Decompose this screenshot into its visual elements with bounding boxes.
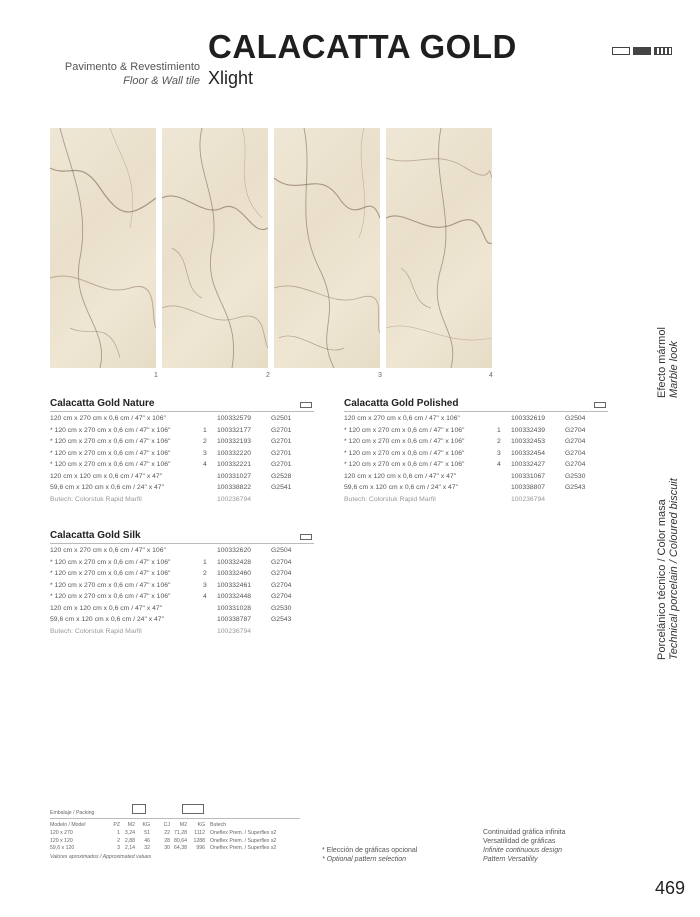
- cell-n: 2: [203, 438, 207, 445]
- table-row: [50, 459, 314, 470]
- cell-code: 100332454: [511, 449, 546, 457]
- cell-m2: 2,14: [124, 845, 135, 851]
- cell-n: 4: [203, 461, 207, 468]
- cell-n: 3: [203, 449, 207, 457]
- cell-m2b: 80,64: [174, 837, 187, 844]
- cell-size: 59,6 cm x 120 cm x 0,6 cm / 24" x 47": [50, 484, 165, 491]
- cell-code: 100332439: [511, 426, 546, 434]
- packing-label: Embalaje / Packing: [50, 810, 95, 816]
- cell-m2b: 71,28: [174, 830, 187, 836]
- optional-note: [322, 846, 417, 864]
- cell-size: * 120 cm x 270 cm x 0,6 cm / 47" x 106": [50, 558, 171, 566]
- section-divider: [344, 411, 608, 412]
- cell-m2: 2,88: [124, 837, 135, 844]
- table-row: [50, 482, 314, 493]
- cell-size: 120 cm x 120 cm x 0,6 cm / 47" x 47": [50, 472, 163, 480]
- cell-code: 100332220: [217, 449, 252, 457]
- panel-number-4: 4: [489, 372, 493, 379]
- side-material-label: [656, 478, 680, 660]
- cell-g: G2528: [271, 472, 292, 480]
- cell-code: 100332221: [217, 461, 252, 468]
- cell-g: G2704: [565, 449, 586, 457]
- table-row: [50, 591, 314, 602]
- cell-cj: 30: [164, 845, 170, 851]
- header-m2b: M2: [179, 822, 187, 828]
- table-row: [344, 471, 608, 482]
- side-material-es: Porcelánico técnico / Color masa: [656, 499, 668, 660]
- cell-code: 100332619: [511, 415, 546, 422]
- header-pz: PZ: [113, 822, 120, 828]
- pallet-icon: [182, 804, 204, 814]
- cell-code: 100332461: [217, 581, 252, 589]
- table-row: [0, 830, 310, 837]
- header-m2: M2: [127, 822, 135, 828]
- cell-code: 100332177: [217, 426, 252, 434]
- design-features: [483, 828, 566, 864]
- cell-pz: 1: [117, 830, 120, 836]
- cell-code: 100332460: [217, 570, 252, 577]
- table-row: [344, 413, 608, 424]
- cell-g: G2704: [271, 558, 292, 566]
- cell-code: 100332448: [217, 593, 252, 600]
- cell-size: * 120 cm x 270 cm x 0,6 cm / 47" x 106": [50, 593, 171, 600]
- cell-g: G2704: [565, 438, 586, 445]
- marble-veins-icon: [274, 128, 380, 368]
- butech-code: 100236794: [217, 495, 252, 503]
- cell-kgb: 1112: [194, 830, 205, 836]
- cell-g: G2543: [271, 616, 292, 623]
- cell-model: 120 x 270: [50, 830, 73, 836]
- cell-n: 1: [203, 558, 207, 566]
- section-title-nature: Calacatta Gold Nature: [50, 398, 155, 409]
- butech-row: [50, 494, 314, 505]
- marble-veins-icon: [50, 128, 156, 368]
- cell-g: G2704: [565, 461, 586, 468]
- cell-code: 100332620: [217, 547, 252, 554]
- versatility-en: Pattern Versatility: [483, 856, 538, 863]
- table-row: [344, 482, 608, 493]
- cell-size: * 120 cm x 270 cm x 0,6 cm / 47" x 106": [344, 461, 465, 468]
- cell-butech: Oneflex Prem. / Superflex s2: [210, 830, 277, 836]
- section-divider: [50, 543, 314, 544]
- cell-g: G2701: [271, 461, 292, 468]
- side-effect-label: [656, 318, 680, 398]
- continuity-es: Continuidad gráfica infinita: [483, 829, 566, 836]
- cell-g: G2504: [565, 415, 586, 422]
- cell-g: G2530: [271, 604, 292, 612]
- cell-kgb: 1288: [193, 837, 205, 844]
- format-icons: [612, 47, 672, 55]
- finish-icon: [300, 534, 312, 540]
- cell-g: G2704: [271, 570, 292, 577]
- optional-note-en: * Optional pattern selection: [322, 856, 407, 863]
- packing-divider: [50, 818, 300, 819]
- cell-n: 1: [203, 426, 207, 434]
- side-material-en: Technical porcelain / Coloured biscuit: [668, 478, 680, 660]
- section-divider: [50, 411, 314, 412]
- page-title: CALACATTA GOLD: [208, 28, 517, 65]
- category-es: Pavimento & Revestimiento: [64, 61, 200, 73]
- format-large-icon: [612, 47, 630, 55]
- cell-g: G2541: [271, 484, 292, 491]
- packing-footnote: Valores aproximados / Approximated values: [50, 854, 152, 860]
- cell-code: 100338822: [217, 484, 252, 491]
- table-row: [50, 568, 314, 579]
- table-row: [50, 580, 314, 591]
- cell-g: G2704: [565, 426, 586, 434]
- panel-number-3: 3: [378, 372, 382, 379]
- cell-size: * 120 cm x 270 cm x 0,6 cm / 47" x 106": [50, 449, 171, 457]
- table-row: [50, 471, 314, 482]
- butech-label: Butech: Colorstuk Rapid Marfil: [344, 495, 436, 503]
- table-row: [344, 425, 608, 436]
- cell-code: 100332193: [217, 438, 252, 445]
- header-butech: Butech: [210, 822, 227, 828]
- cell-size: 120 cm x 120 cm x 0,6 cm / 47" x 47": [344, 472, 457, 480]
- cell-n: 4: [203, 593, 207, 600]
- cell-g: G2701: [271, 449, 292, 457]
- header-model: Modelo / Model: [50, 822, 86, 828]
- cell-code: 100332428: [217, 558, 252, 566]
- table-row: [50, 557, 314, 568]
- header-cj: CJ: [163, 822, 170, 828]
- finish-icon: [300, 402, 312, 408]
- page-subtitle: Xlight: [208, 68, 254, 88]
- cell-kg: 46: [144, 837, 150, 844]
- cell-cj: 22: [164, 830, 170, 836]
- table-row: [50, 603, 314, 614]
- cell-code: 100332579: [217, 415, 252, 422]
- cell-size: * 120 cm x 270 cm x 0,6 cm / 47" x 106": [50, 438, 171, 445]
- packing-header: [0, 822, 310, 829]
- cell-model: 59,6 x 120: [50, 845, 75, 851]
- page-number: 469: [655, 878, 686, 898]
- cell-code: 100331028: [217, 604, 252, 612]
- table-row: [0, 838, 310, 845]
- box-icon: [132, 804, 146, 814]
- versatility-es: Versatilidad de gráficas: [483, 838, 556, 845]
- table-row: [344, 459, 608, 470]
- cell-code: 100331067: [511, 472, 546, 480]
- cell-n: 3: [497, 449, 501, 457]
- table-row: [50, 436, 314, 447]
- cell-kg: 32: [144, 845, 150, 851]
- cell-kg: 51: [144, 830, 150, 836]
- cell-pz: 3: [117, 845, 120, 851]
- cell-kgb: 996: [196, 845, 205, 851]
- cell-size: * 120 cm x 270 cm x 0,6 cm / 47" x 106": [50, 426, 171, 434]
- table-row: [50, 545, 314, 556]
- section-title-silk: Calacatta Gold Silk: [50, 530, 141, 541]
- category-en: Floor & Wall tile: [123, 75, 200, 87]
- format-striped-icon: [654, 47, 672, 55]
- cell-n: 1: [497, 426, 501, 434]
- table-row: [50, 425, 314, 436]
- cell-size: * 120 cm x 270 cm x 0,6 cm / 47" x 106": [50, 570, 171, 577]
- cell-size: 59,6 cm x 120 cm x 0,6 cm / 24" x 47": [50, 616, 165, 623]
- optional-note-es: * Elección de gráficas opcional: [322, 847, 418, 854]
- cell-size: 59,6 cm x 120 cm x 0,6 cm / 24" x 47": [344, 484, 459, 491]
- cell-code: 100332427: [511, 461, 546, 468]
- cell-n: 2: [203, 570, 207, 577]
- butech-code: 100236794: [511, 495, 546, 503]
- category-label: [0, 60, 200, 88]
- table-row: [50, 448, 314, 459]
- marble-panel-4: [386, 128, 492, 368]
- table-row: [50, 413, 314, 424]
- finish-icon: [594, 402, 606, 408]
- table-row: [344, 448, 608, 459]
- cell-size: 120 cm x 120 cm x 0,6 cm / 47" x 47": [50, 604, 163, 612]
- marble-veins-icon: [386, 128, 492, 368]
- cell-m2: 3,24: [124, 830, 135, 836]
- cell-code: 100338787: [217, 616, 252, 623]
- continuity-en: Infinite continuous design: [483, 847, 562, 854]
- table-row: [344, 436, 608, 447]
- cell-g: G2543: [565, 484, 586, 491]
- cell-butech: Oneflex Prem. / Superflex s2: [210, 837, 277, 844]
- header-kgb: KG: [197, 822, 205, 828]
- cell-size: * 120 cm x 270 cm x 0,6 cm / 47" x 106": [344, 438, 465, 445]
- marble-veins-icon: [162, 128, 268, 368]
- cell-n: 3: [203, 581, 207, 589]
- table-row: [50, 614, 314, 625]
- panel-number-1: 1: [154, 372, 158, 379]
- butech-label: Butech: Colorstuk Rapid Marfil: [50, 495, 142, 503]
- butech-row: [344, 494, 608, 505]
- section-title-polished: Calacatta Gold Polished: [344, 398, 459, 409]
- cell-size: * 120 cm x 270 cm x 0,6 cm / 47" x 106": [50, 581, 171, 589]
- cell-g: G2704: [271, 581, 292, 589]
- cell-g: G2530: [565, 472, 586, 480]
- cell-size: 120 cm x 270 cm x 0,6 cm / 47" x 106": [344, 415, 460, 422]
- cell-pz: 2: [117, 837, 120, 844]
- cell-g: G2504: [271, 547, 292, 554]
- cell-g: G2704: [271, 593, 292, 600]
- butech-code: 100236794: [217, 627, 252, 635]
- cell-butech: Oneflex Prem. / Superflex s2: [210, 845, 277, 851]
- panel-number-2: 2: [266, 372, 270, 379]
- header-kg: KG: [142, 822, 150, 828]
- cell-g: G2701: [271, 438, 292, 445]
- cell-model: 120 x 120: [50, 837, 73, 844]
- cell-code: 100338807: [511, 484, 546, 491]
- cell-code: 100332453: [511, 438, 546, 445]
- marble-panel-2: [162, 128, 268, 368]
- cell-g: G2501: [271, 415, 292, 422]
- cell-size: * 120 cm x 270 cm x 0,6 cm / 47" x 106": [344, 449, 465, 457]
- cell-size: * 120 cm x 270 cm x 0,6 cm / 47" x 106": [50, 461, 171, 468]
- cell-m2b: 64,38: [174, 845, 187, 851]
- cell-n: 2: [497, 438, 501, 445]
- cell-size: 120 cm x 270 cm x 0,6 cm / 47" x 106": [50, 415, 166, 422]
- table-row: [0, 845, 310, 852]
- format-filled-icon: [633, 47, 651, 55]
- cell-size: 120 cm x 270 cm x 0,6 cm / 47" x 106": [50, 547, 166, 554]
- cell-size: * 120 cm x 270 cm x 0,6 cm / 47" x 106": [344, 426, 465, 434]
- cell-n: 4: [497, 461, 501, 468]
- side-effect-en: Marble look: [668, 341, 680, 398]
- cell-code: 100331027: [217, 472, 252, 480]
- cell-g: G2701: [271, 426, 292, 434]
- marble-panel-1: [50, 128, 156, 368]
- butech-row: [50, 626, 314, 637]
- cell-cj: 28: [164, 837, 170, 844]
- marble-panel-3: [274, 128, 380, 368]
- side-effect-es: Efecto mármol: [656, 327, 668, 398]
- butech-label: Butech: Colorstuk Rapid Marfil: [50, 627, 142, 635]
